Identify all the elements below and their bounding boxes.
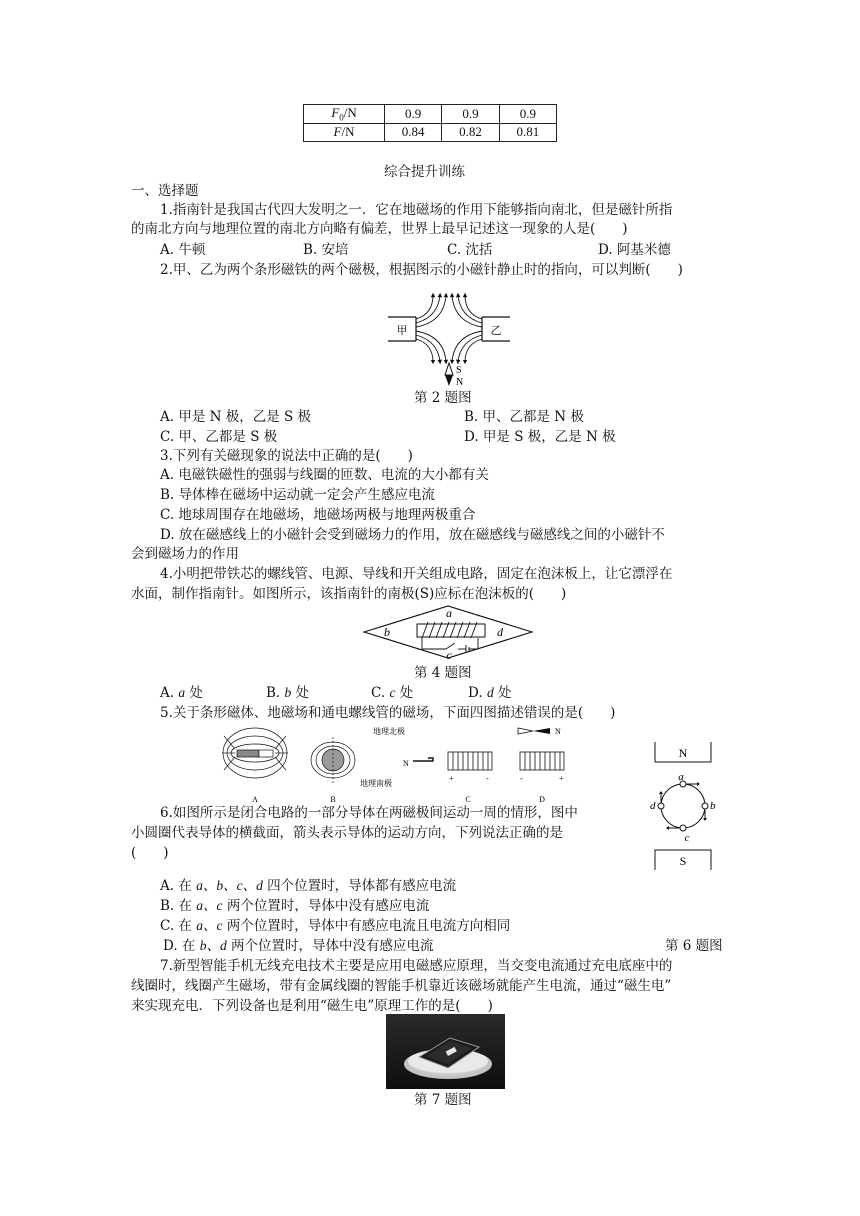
table-row-label: F/N bbox=[304, 123, 385, 141]
q2-option-c: C. 甲、乙都是 S 极 bbox=[160, 429, 278, 445]
q6-option-d: D. 在 b、d 两个位置时，导体中没有感应电流 bbox=[163, 938, 434, 954]
q6-pole-n: N bbox=[678, 746, 688, 760]
q7-stem-line3: 来实现充电．下列设备也是利用“磁生电”原理工作的是( ) bbox=[131, 998, 493, 1014]
table-cell: 0.81 bbox=[499, 123, 556, 141]
q3-option-a: A. 电磁铁磁性的强弱与线圈的匝数、电流的大小都有关 bbox=[160, 467, 489, 483]
q5-letter-a: A bbox=[252, 795, 258, 804]
q5-geo-north: 地理北极 bbox=[373, 727, 405, 736]
q5-d-plus: + bbox=[559, 774, 564, 783]
q7-stem-line2: 线圈时，线圈产生磁场，带有金属线圈的智能手机靠近该磁场就能产生电流，通过“磁生电” bbox=[131, 978, 672, 994]
q6-label-b: b bbox=[710, 800, 716, 812]
q6-option-b: B. 在 a、c 两个位置时，导体中没有感应电流 bbox=[160, 898, 430, 914]
q1-option-d: D. 阿基米德 bbox=[598, 242, 671, 258]
q5-letter-d: D bbox=[539, 795, 545, 804]
q6-label-a: a bbox=[678, 771, 684, 783]
table-row bbox=[304, 123, 557, 141]
table-row bbox=[304, 105, 557, 124]
q5-d-n: N bbox=[555, 727, 561, 736]
q5-c-minus: - bbox=[486, 774, 489, 783]
q4-compass-figure bbox=[362, 603, 534, 661]
table-cell: 0.9 bbox=[385, 105, 442, 124]
q6-stem-line3: ( ) bbox=[131, 845, 169, 861]
q2-option-b: B. 甲、乙都是 N 极 bbox=[464, 409, 584, 425]
q6-label-d: d bbox=[650, 800, 656, 812]
q5-figure-c bbox=[403, 752, 492, 804]
q2-label-jia: 甲 bbox=[396, 325, 408, 337]
q1-option-c: C. 沈括 bbox=[447, 242, 493, 258]
force-table bbox=[303, 104, 557, 142]
q3-stem: 3.下列有关磁现象的说法中正确的是( ) bbox=[160, 448, 413, 464]
part-title: 一、选择题 bbox=[131, 183, 199, 199]
q5-letter-b: B bbox=[330, 795, 336, 804]
q1-option-a: A. 牛顿 bbox=[160, 242, 206, 258]
q3-option-d-cont: 会到磁场力的作用 bbox=[131, 546, 239, 562]
q1-option-b: B. 安培 bbox=[303, 242, 349, 258]
q2-needle-n: N bbox=[456, 377, 464, 388]
q2-caption: 第 2 题图 bbox=[414, 390, 472, 406]
q4-option-c: C. c 处 bbox=[371, 685, 414, 701]
q6-stem-line2: 小圆圈代表导体的横截面，箭头表示导体的运动方向，下列说法正确的是 bbox=[131, 825, 563, 841]
q5-d-minus: - bbox=[520, 774, 523, 783]
q4-label-c: c bbox=[446, 648, 452, 662]
q4-label-a: a bbox=[446, 606, 452, 620]
q5-c-plus: + bbox=[449, 774, 454, 783]
q1-stem-line2: 的南北方向与地理位置的南北方向略有偏差，世界上最早记述这一现象的人是( ) bbox=[131, 221, 628, 237]
q4-stem-line1: 4.小明把带铁芯的螺线管、电源、导线和开关组成电路，固定在泡沫板上，让它漂浮在 bbox=[160, 566, 673, 582]
q2-stem: 2.甲、乙为两个条形磁铁的两个磁极，根据图示的小磁针静止时的指向，可以判断( ) bbox=[160, 262, 683, 278]
q6-label-c: c bbox=[684, 832, 690, 844]
q4-label-d: d bbox=[497, 625, 503, 639]
q5-figure-b bbox=[311, 737, 355, 783]
q2-label-yi: 乙 bbox=[490, 325, 502, 337]
q2-option-a: A. 甲是 N 极，乙是 S 极 bbox=[160, 409, 312, 425]
q2-needle-s: S bbox=[456, 365, 462, 376]
q7-caption: 第 7 题图 bbox=[414, 1092, 472, 1108]
q6-magnet-figure bbox=[650, 742, 716, 870]
table-cell: 0.82 bbox=[442, 123, 499, 141]
table-cell: 0.9 bbox=[499, 105, 556, 124]
q5-letter-c: C bbox=[465, 795, 471, 804]
q7-charger-photo bbox=[386, 1014, 505, 1089]
q3-option-b: B. 导体棒在磁场中运动就一定会产生感应电流 bbox=[160, 487, 436, 503]
q6-option-a: A. 在 a、b、c、d 四个位置时，导体都有感应电流 bbox=[160, 878, 457, 894]
q1-stem-line1: 1.指南针是我国古代四大发明之一．它在地磁场的作用下能够指向南北，但是磁针所指 bbox=[160, 202, 673, 218]
q5-stem: 5.关于条形磁体、地磁场和通电螺线管的磁场，下面四图描述错误的是( ) bbox=[160, 705, 616, 721]
q5-figure-a bbox=[222, 728, 288, 778]
q5-figure-d bbox=[518, 727, 564, 804]
q4-option-a: A. a 处 bbox=[160, 685, 203, 701]
q6-option-c: C. 在 a、c 两个位置时，导体中有感应电流且电流方向相同 bbox=[160, 918, 511, 934]
section-title: 综合提升训练 bbox=[384, 164, 465, 180]
q4-stem-line2: 水面，制作指南针。如图所示，该指南针的南极(S)应标在泡沫板的( ) bbox=[131, 586, 567, 602]
q6-pole-s: S bbox=[679, 854, 687, 868]
q5-figures bbox=[220, 722, 580, 804]
q4-caption: 第 4 题图 bbox=[414, 665, 472, 681]
table-row-label: $F_0/N$ bbox=[304, 105, 385, 124]
q4-option-d: D. d 处 bbox=[468, 685, 512, 701]
q5-geo-south: 地理南极 bbox=[360, 779, 392, 788]
q5-c-n: N bbox=[403, 759, 409, 768]
q2-magnet-figure bbox=[388, 292, 510, 386]
q3-option-d: D. 放在磁感线上的小磁针会受到磁场力的作用，放在磁感线与磁感线之间的小磁针不 bbox=[160, 527, 665, 543]
q4-option-b: B. b 处 bbox=[266, 685, 310, 701]
table-cell: 0.9 bbox=[442, 105, 499, 124]
q3-option-c: C. 地球周围存在地磁场，地磁场两极与地理两极重合 bbox=[160, 507, 476, 523]
q2-option-d: D. 甲是 S 极，乙是 N 极 bbox=[464, 429, 616, 445]
q6-caption: 第 6 题图 bbox=[665, 938, 723, 954]
q7-stem-line1: 7.新型智能手机无线充电技术主要是应用电磁感应原理，当交变电流通过充电底座中的 bbox=[160, 958, 673, 974]
table-cell: 0.84 bbox=[385, 123, 442, 141]
q6-stem-line1: 6.如图所示是闭合电路的一部分导体在两磁极间运动一周的情形，图中 bbox=[160, 805, 578, 821]
q4-label-b: b bbox=[384, 625, 390, 639]
